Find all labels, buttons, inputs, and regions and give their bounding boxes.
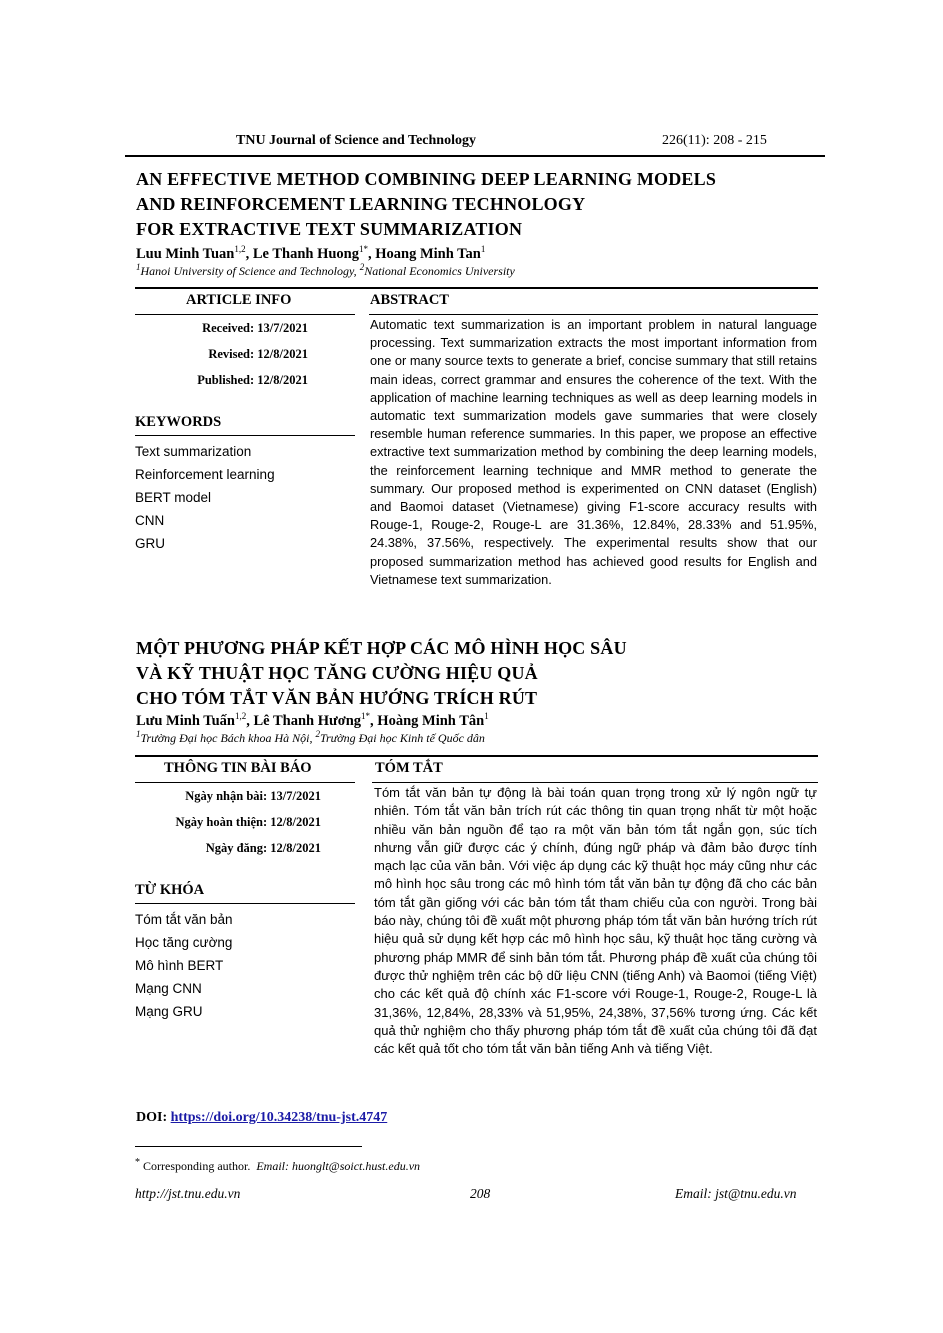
doi-link[interactable]: https://doi.org/10.34238/tnu-jst.4747 <box>170 1110 388 1125</box>
footnote-rule <box>135 1146 362 1147</box>
author-name: Le Thanh Huong <box>252 245 359 262</box>
keyword: Reinforcement learning <box>135 467 275 482</box>
date-row <box>140 341 308 367</box>
date-value: 12/8/2021 <box>257 347 308 361</box>
author-name: Lê Thanh Hương <box>253 712 362 729</box>
vietnamese-affiliations <box>136 729 485 746</box>
date-label: Revised: <box>208 347 255 361</box>
date-label: Ngày hoàn thiện: <box>175 815 268 829</box>
keyword: CNN <box>135 513 165 528</box>
date-row <box>140 367 308 393</box>
english-title <box>136 167 716 242</box>
affil-name: Trường Đại học Bách khoa Hà Nội, <box>140 731 316 745</box>
affil-name: Hanoi University of Science and Technology, <box>140 264 360 278</box>
date-row <box>140 315 308 341</box>
column-rule <box>369 314 818 315</box>
footnote <box>135 1157 420 1174</box>
author-sep: , <box>367 245 376 262</box>
english-dates <box>140 315 308 393</box>
footnote-mark: * <box>135 1157 140 1168</box>
footer-website[interactable]: http://jst.tnu.edu.vn <box>135 1186 241 1201</box>
header-rule <box>125 155 825 157</box>
english-title-line: AND REINFORCEMENT LEARNING TECHNOLOGY <box>136 194 586 214</box>
affil-name: National Economics University <box>364 264 515 278</box>
author-sup: 1* <box>358 244 368 254</box>
affil-sup: 2 <box>315 729 320 739</box>
author-name: Hoang Minh Tan <box>375 245 481 262</box>
english-title-line: FOR EXTRACTIVE TEXT SUMMARIZATION <box>136 219 523 239</box>
english-authors <box>136 244 485 263</box>
author-sup: 1,2 <box>235 711 247 721</box>
date-row <box>136 783 321 809</box>
column-rule <box>372 782 818 783</box>
keyword: Mạng GRU <box>135 1004 203 1019</box>
english-affiliations <box>136 262 515 279</box>
keyword: Text summarization <box>135 444 252 459</box>
author-sep: , <box>245 245 253 262</box>
affil-sup: 2 <box>359 262 365 272</box>
keyword: Học tăng cường <box>135 935 233 950</box>
author-name: Hoàng Minh Tân <box>377 712 485 729</box>
affil-sup: 1 <box>136 729 141 739</box>
author-sup: 1,2 <box>234 244 246 254</box>
author-sep: , <box>370 712 378 729</box>
keyword: Mạng CNN <box>135 981 202 996</box>
date-row <box>136 835 321 861</box>
vietnamese-abstract: Tóm tắt văn bản tự động là bài toán quan trọng trong xử lý ngôn ngữ tự nhiên. Tóm tắt văn bản trích rút các thông tin quan trọng nhất từ một hoặc nhiều văn bản nguồn để tạo ra một văn bản tóm tắt ngắn gọn, súc tích nhưng vẫn giữ được các ý chính, đúng ngữ pháp và đảm bảo được tính mạch lạc của văn bản. Với việc áp dụng các kỹ thuật học máy cũng như các mô hình học sâu trong các mô hình tóm tắt văn bản tự động đã cho các bản tóm tắt gần giống với các bản tóm tắt tham chiếu của con người. Trong bài báo này, chúng tôi đề xuất một phương pháp tóm tắt văn bản hướng trích rút hiệu quả sử dụng kết hợp các mô hình học sâu, kỹ thuật học tăng cường và phương pháp MMR để sinh bản tóm tắt. Phương pháp đề xuất của chúng tôi được thử nghiệm trên các bộ dữ liệu CNN (tiếng Anh) và Baomoi (tiếng Việt) cho các kết quả độ chính xác F1-score với Rouge-1, Rouge-2, Rouge-L là 31,36%, 12,84%, 28,33% và 51,95%, 24,38%, 37,56% tương ứng. Các kết quả thử nghiệm cho thấy phương pháp tóm tắt đề xuất của chúng tôi đã đạt các kết quả tốt cho tóm tắt văn bản tiếng Anh và tiếng Việt. <box>374 785 817 1057</box>
section-rule <box>135 755 818 757</box>
author-sup: 1 <box>484 711 489 721</box>
footnote-label: Corresponding author. <box>143 1159 251 1173</box>
vietnamese-keywords <box>135 908 233 1023</box>
keyword: Mô hình BERT <box>135 958 224 973</box>
english-abstract: Automatic text summarization is an important problem in natural language processing. Text summarization extracts the most important information from one or many source texts to generate a brief, concise summary that still retains main ideas, correct grammar and ensures the coherence of the text. With the application of machine learning techniques as well as deep learning models in automatic text summarization models gave summaries that were closely resemble human reference summaries. In this paper, we propose an effective extractive text summarization method by combining the deep learning models, the reinforcement learning technique and MMR method to generate the summary. Our proposed method is experimented on CNN dataset (English) and Baomoi dataset (Vietnamese) giving F1-score accuracy results with Rouge-1, Rouge-2, Rouge-L are 31.36%, 12.84%, 28.33% and 51.95%, 24.38%, 37.56%, respectively. The experimental results show that our proposed summarization method has achieved good results for English and Vietnamese text summarization. <box>370 317 817 587</box>
date-value: 12/8/2021 <box>270 815 321 829</box>
abstract-label: ABSTRACT <box>370 292 449 308</box>
keyword: GRU <box>135 536 165 551</box>
keyword: BERT model <box>135 490 212 505</box>
author-name: Luu Minh Tuan <box>136 245 235 262</box>
keywords-label-vi: TỪ KHÓA <box>135 882 205 898</box>
keyword: Tóm tắt văn bản <box>135 912 233 927</box>
footer-email[interactable]: Email: jst@tnu.edu.vn <box>675 1186 797 1201</box>
date-value: 12/8/2021 <box>270 841 321 855</box>
english-title-line: AN EFFECTIVE METHOD COMBINING DEEP LEARNING MODELS <box>136 169 717 189</box>
keywords-rule <box>135 435 355 436</box>
vietnamese-title-line: MỘT PHƯƠNG PHÁP KẾT HỢP CÁC MÔ HÌNH HỌC SÂU <box>136 638 627 658</box>
keywords-label: KEYWORDS <box>135 414 222 430</box>
section-rule <box>135 287 818 289</box>
vietnamese-title-line: VÀ KỸ THUẬT HỌC TĂNG CƯỜNG HIỆU QUẢ <box>136 663 538 683</box>
doi-label: DOI: <box>136 1110 171 1125</box>
date-label: Ngày nhận bài: <box>185 789 268 803</box>
abstract-label-vi: TÓM TẮT <box>375 760 443 776</box>
vietnamese-authors <box>136 711 489 730</box>
date-label: Received: <box>202 321 255 335</box>
date-row <box>136 809 321 835</box>
english-keywords <box>135 440 275 555</box>
date-value: 13/7/2021 <box>257 321 308 335</box>
page-number: 208 <box>470 1186 491 1201</box>
author-sep: , <box>246 712 254 729</box>
article-info-label: ARTICLE INFO <box>186 292 292 308</box>
journal-name: TNU Journal of Science and Technology <box>236 133 476 148</box>
date-value: 13/7/2021 <box>270 789 321 803</box>
keywords-rule <box>135 903 355 904</box>
author-sup: 1 <box>480 244 486 254</box>
doi <box>136 1110 387 1126</box>
footnote-email: Email: huonglt@soict.hust.edu.vn <box>256 1159 421 1173</box>
author-name: Lưu Minh Tuấn <box>136 712 235 729</box>
affil-name: Trường Đại học Kinh tế Quốc dân <box>319 731 485 745</box>
affil-sup: 1 <box>136 262 141 272</box>
date-label: Published: <box>197 373 255 387</box>
date-value: 12/8/2021 <box>257 373 308 387</box>
author-sup: 1* <box>361 711 371 721</box>
journal-volume: 226(11): 208 - 215 <box>662 133 767 148</box>
vietnamese-title <box>136 636 627 711</box>
article-info-label-vi: THÔNG TIN BÀI BÁO <box>164 760 312 776</box>
vietnamese-dates <box>136 783 321 861</box>
vietnamese-title-line: CHO TÓM TẮT VĂN BẢN HƯỚNG TRÍCH RÚT <box>136 688 538 708</box>
date-label: Ngày đăng: <box>205 841 268 855</box>
